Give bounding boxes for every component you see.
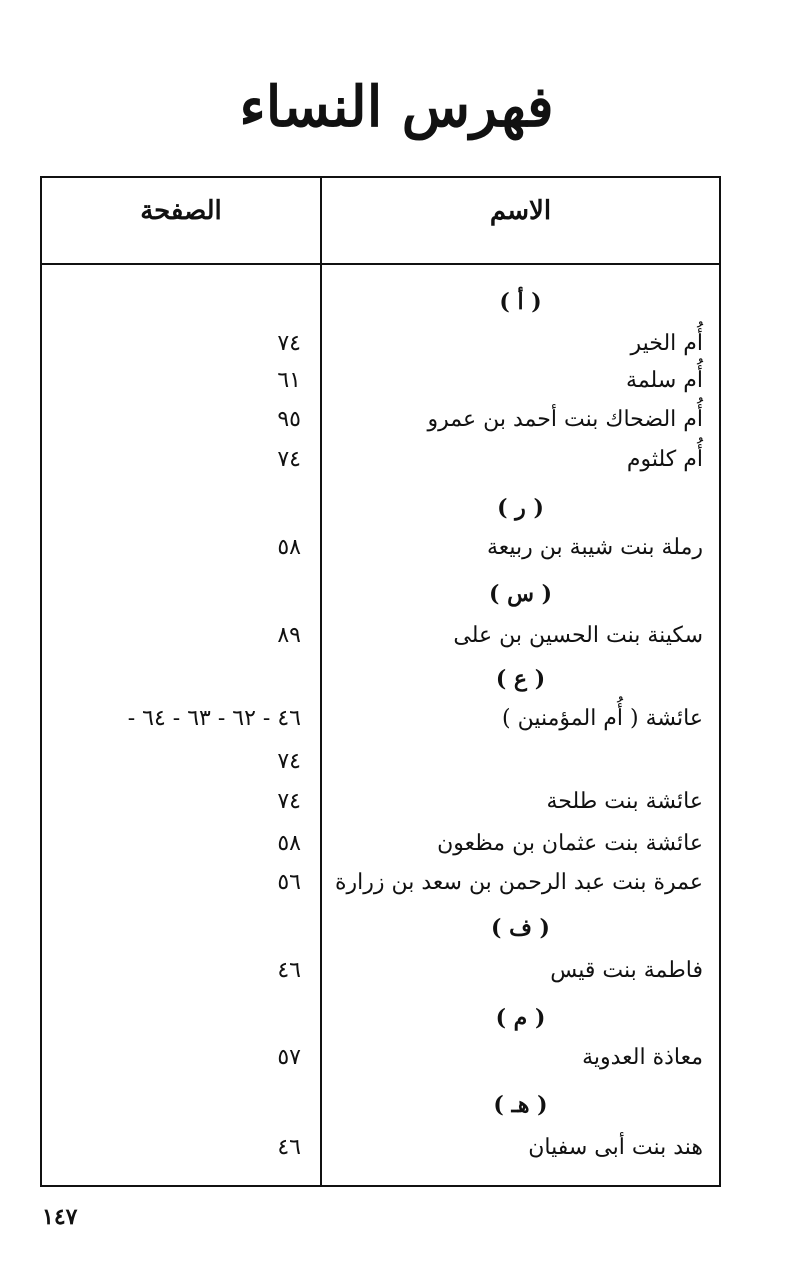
entry-pages: ٥٧ — [277, 1045, 301, 1070]
entry-pages: ٤٦ — [277, 1135, 301, 1160]
table-row — [42, 699, 719, 739]
table-row — [42, 782, 719, 822]
entry-name: هند بنت أبى سفيان — [528, 1135, 703, 1160]
table-body — [42, 178, 719, 1185]
column-header-page: الصفحة — [140, 196, 222, 226]
letter-label: ( أ ) — [499, 289, 542, 315]
entry-name: أُم كلثوم — [626, 447, 703, 472]
entry-pages: ٥٨ — [277, 535, 301, 560]
letter-label: ( ع ) — [495, 666, 546, 692]
entry-pages: ٩٥ — [277, 407, 301, 432]
letter-heading — [42, 659, 719, 699]
letter-heading — [42, 908, 719, 948]
women-index-table — [40, 176, 721, 1187]
letter-label: ( س ) — [489, 581, 552, 607]
table-row — [42, 324, 719, 364]
entry-pages: ٧٤ — [277, 749, 301, 774]
entry-name: عائشة بنت طلحة — [546, 789, 703, 814]
letter-heading — [42, 1085, 719, 1125]
entry-pages: ٦١ — [277, 368, 301, 393]
table-row — [42, 400, 719, 440]
table-row — [42, 742, 719, 782]
table-row — [42, 951, 719, 991]
entry-pages: ٤٦ - ٦٢ - ٦٣ - ٦٤ - — [127, 706, 301, 731]
letter-heading — [42, 998, 719, 1038]
table-row — [42, 863, 719, 903]
entry-pages: ٥٨ — [277, 831, 301, 856]
letter-label: ( ر ) — [497, 495, 544, 521]
entry-pages: ٤٦ — [277, 958, 301, 983]
table-row — [42, 824, 719, 864]
entry-name: معاذة العدوية — [582, 1045, 703, 1070]
entry-name: فاطمة بنت قيس — [550, 958, 703, 983]
table-row — [42, 1038, 719, 1078]
letter-label: ( م ) — [495, 1005, 546, 1031]
letter-heading — [42, 488, 719, 528]
entry-pages: ٧٤ — [277, 331, 301, 356]
entry-name: عائشة بنت عثمان بن مظعون — [437, 831, 703, 856]
table-row — [42, 1128, 719, 1168]
entry-pages: ٧٤ — [277, 447, 301, 472]
entry-name: عائشة ( أُم المؤمنين ) — [502, 706, 703, 731]
entry-name: أُم الضحاك بنت أحمد بن عمرو — [427, 407, 703, 432]
letter-heading — [42, 282, 719, 322]
entry-pages: ٥٦ — [277, 870, 301, 895]
entry-pages: ٧٤ — [277, 789, 301, 814]
table-row — [42, 616, 719, 656]
column-header-name: الاسم — [489, 196, 552, 226]
letter-label: ( ف ) — [491, 915, 550, 941]
letter-label: ( هـ ) — [493, 1092, 548, 1118]
entry-name: عمرة بنت عبد الرحمن بن سعد بن زرارة — [334, 870, 703, 895]
table-row — [42, 528, 719, 568]
table-row — [42, 440, 719, 480]
letter-heading — [42, 574, 719, 614]
page-title: فهرس النساء — [239, 74, 554, 140]
entry-name: رملة بنت شيبة بن ربيعة — [487, 535, 703, 560]
entry-name: سكينة بنت الحسين بن على — [453, 623, 703, 648]
entry-name: أُم الخير — [630, 331, 703, 356]
entry-name: أُم سلمة — [626, 368, 703, 393]
entry-pages: ٨٩ — [277, 623, 301, 648]
page-number: ١٤٧ — [42, 1204, 78, 1230]
table-row — [42, 361, 719, 401]
